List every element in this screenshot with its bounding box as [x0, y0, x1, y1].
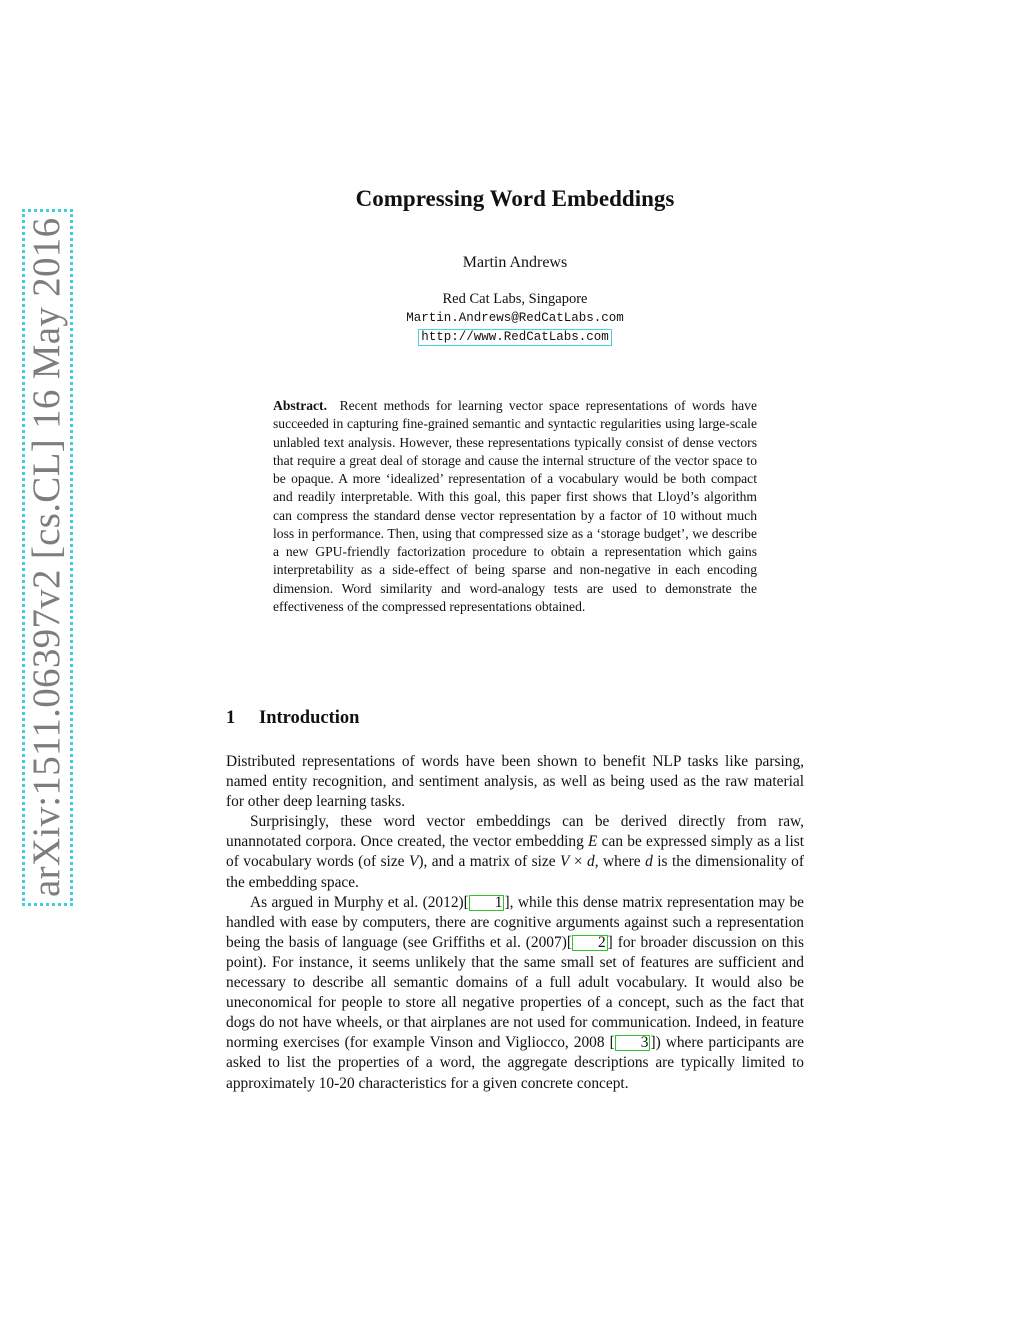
author-name: Martin Andrews [462, 254, 568, 271]
affiliation-org: Red Cat Labs, Singapore [442, 291, 588, 307]
p3-text: for broader discussion on this point). For instance, it seems unlikely that the same small set of features are sufficient and necessary to describe all semantic domains of a full adult vocabulary. It would also be uneconomical for people to store all negative properties of a concept, such as the fact that dogs do not have wheels, or that airplanes are not used for communication. Indeed, in feature norming exercises (for example Vinson and Vigliocco, 2008 [226, 933, 805, 1052]
abstract [273, 397, 757, 616]
p2-text: is the dimensionality of the embedding space. [226, 853, 804, 891]
citation-link-3[interactable]: 3 [615, 1035, 651, 1051]
citation-link-2[interactable]: 2 [572, 935, 608, 951]
author-email[interactable]: Martin.Andrews@RedCatLabs.com [406, 310, 624, 325]
math-var-v: V [408, 853, 419, 871]
p3-text: As argued in Murphy et al. (2012) [250, 893, 464, 911]
p3-text: , while this dense matrix representation may be handled with ease by computers, there are cognitive arguments against such a representation being the basis of language (see Griffiths et al. (2007) [226, 893, 804, 951]
p3-text: ) where participants are asked to list the properties of a word, the aggregate descriptions are typically limited to approximately 10-20 characteristics for a given concrete concept. [226, 1034, 804, 1092]
abstract-label: Abstract. [273, 398, 327, 413]
section-heading-introduction [226, 708, 359, 729]
math-var-v: V [560, 853, 570, 871]
math-var-d: d [587, 853, 595, 871]
paper-title: Compressing Word Embeddings [355, 186, 675, 211]
p2-text: ), and a matrix of size [418, 853, 561, 871]
p2-text: can be expressed simply as a list of vocabulary words (of size [226, 833, 804, 871]
abstract-text: Recent methods for learning vector space representations of words have succeeded in capturing fine-grained semantic and syntactic regularities using large-scale unlabled text analysis. However, these representations typically consist of dense vectors that require a great deal of storage and cause the internal structure of the vector space to be opaque. A more ‘idealized’ representation of a vocabulary would be both compact and readily interpretable. With this goal, this paper first shows that Lloyd’s algorithm can compress the standard dense vector representation by a factor of 10 without much loss in performance. Then, using that compressed size as a ‘storage budget’, we describe a new GPU-friendly factorization procedure to obtain a representation which gains interpretability as a side-effect of being sparse and non-negative in each encoding dimension. Word similarity and word-analogy tests are used to demonstrate the effectiveness of the compressed representations obtained. [273, 398, 757, 614]
p2-text: , where [594, 853, 646, 871]
math-var-e: E [588, 833, 598, 851]
paragraph-3: As argued in Murphy et al. (2012)[ 1 ], while this dense matrix representation may be handled with ease by computers, there are cognitive arguments against such a representation being the basis of language (see Griffiths et al. (2007)[ 2 ] for broader discussion on this point). For instance, it seems unlikely that the same small set of features are sufficient and necessary to describe all semantic domains of a full adult vocabulary. It would also be uneconomical for people to store all negative properties of a concept, such as the fact that dogs do not have wheels, or that airplanes are not used for communication. Indeed, in feature norming exercises (for example Vinson and Vigliocco, 2008 [ 3 ]) where participants are asked to list the properties of a word, the aggregate descriptions are typically limited to approximately 10-20 characteristics for a given concrete concept. [226, 893, 805, 1092]
p2-text: Surprisingly, these word vector embeddings can be derived directly from raw, unannotated corpora. Once created, the vector embedding [226, 813, 804, 851]
introduction-body [226, 752, 804, 1094]
author-url-link[interactable]: http://www.RedCatLabs.com [418, 329, 612, 346]
section-number: 1 [226, 708, 236, 728]
citation-link-1[interactable]: 1 [469, 895, 505, 911]
paragraph-2 [226, 812, 804, 892]
math-times: × [569, 853, 588, 871]
section-title: Introduction [259, 708, 360, 728]
arxiv-identifier-stamp[interactable]: arXiv:1511.06397v2 [cs.CL] 16 May 2016 [22, 209, 73, 906]
paragraph-1: Distributed representations of words have been shown to benefit NLP tasks like parsing, named entity recognition, and sentiment analysis, as well as being used as the raw material for other deep learning tasks. [226, 753, 804, 811]
author-affiliation [0, 290, 1024, 346]
math-var-d: d [645, 853, 653, 871]
